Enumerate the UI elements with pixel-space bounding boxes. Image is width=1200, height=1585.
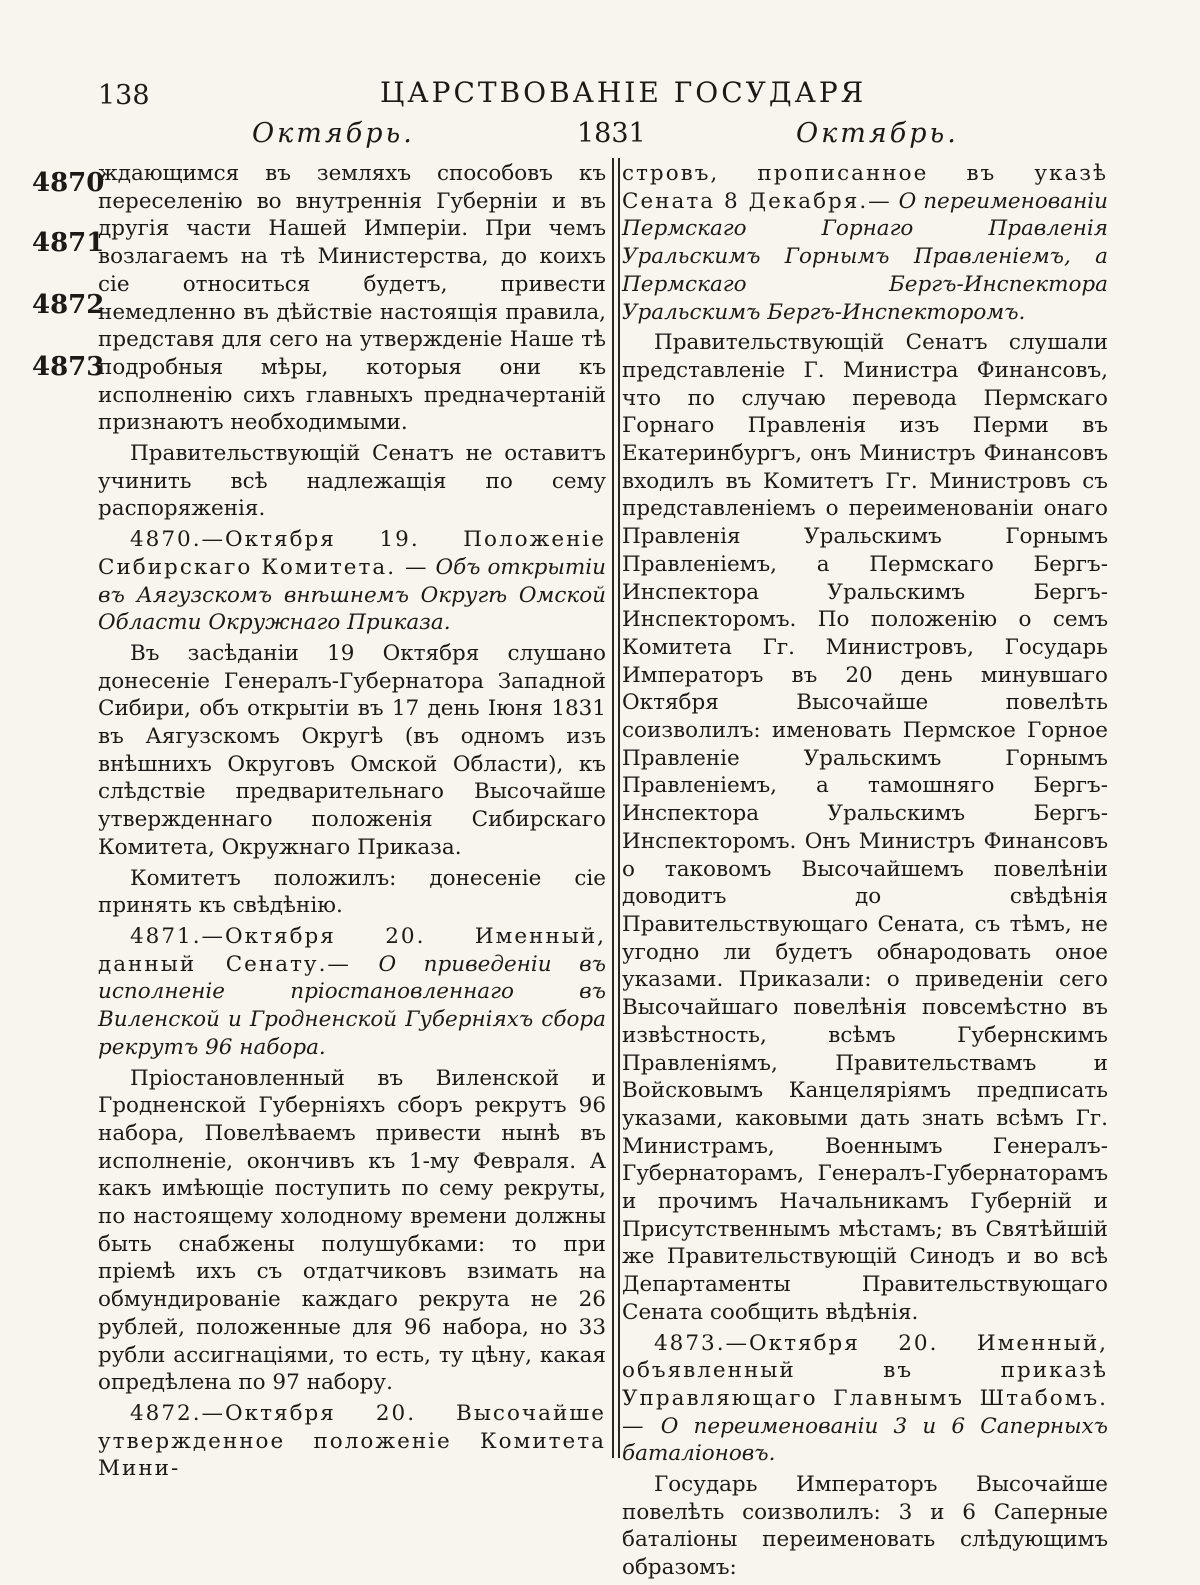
paragraph: Въ засѣданiи 19 Октября слушано донесенiе Генералъ-Губернатора Западной Сибири, объ открытiи въ 17 день Iюня 1831 въ Аягузскомъ Округѣ (въ одномъ изъ внѣшнихъ Округовъ Омской Области), къ слѣдствiе предварительнаго Высочайше утвержденнаго положенiя Сибирскаго Комитета, Окружнаго Приказа. — [98, 640, 606, 860]
paragraph: Правительствующiй Сенатъ слушали представленiе Г. Министра Финансовъ, что по случаю перевода Пермскаго Горнаго Правленiя изъ Перми въ Екатеринбургъ, онъ Министръ Финансовъ входилъ въ Комитетъ Гг. Министровъ съ представленiемъ о переименованiи онаго Правленiя Уральскимъ Горнымъ Правленiемъ, а Пермскаго Бергъ-Инспектора Уральскимъ Бергъ-Инспекторомъ. По положенiю о семъ Комитета Гг. Министровъ, Государь Императоръ въ 20 день минувшаго Октября Высочайше повелѣть соизволилъ: именовать Пермское Горное Правленiе Уральскимъ Горнымъ Правленiемъ, а тамошняго Бергъ-Инспектора Уральскимъ Бергъ-Инспекторомъ. Онъ Министръ Финансовъ о таковомъ Высочайшемъ повелѣнiи доводитъ до свѣдѣнiя Правительствующаго Сената, съ тѣмъ, не угодно ли будетъ обнародовать оное указами. Приказали: о приведенiи сего Высочайшаго повелѣнiя повсемѣстно въ извѣстность, всѣмъ Губернскимъ Правленiямъ, Правительствамъ и Войсковымъ Канцелярiямъ предписать указами, каковыми дать знать всѣмъ Гг. Министрамъ, Военнымъ Генералъ-Губернаторамъ, Генералъ-Губернаторамъ и прочимъ Начальникамъ Губернiй и Присутственнымъ мѣстамъ; въ Святѣйшiй же Правительствующiй Синодъ и во всѣ Департаменты Правительствующаго Сената сообщить вѣдѣнiя. — [622, 330, 1108, 1325]
margin-number: 4870 — [32, 168, 105, 198]
paragraph: Комитетъ положилъ: донесенiе сiе принять къ свѣдѣнiю. — [98, 865, 606, 919]
entry-heading: 4872.—Октября 20. Высочайше утвержденное положенiе Комитета Мини- — [98, 1400, 606, 1482]
entry-heading: 4871.—Октября 20. Именный, данный Сенату.— О приведенiи въ исполненiе прiостановленнаго въ Виленской и Гродненской Губернiяхъ сбора рекрутъ 96 набора. — [98, 923, 606, 1060]
column-divider — [612, 158, 614, 1458]
page-number: 138 — [98, 80, 150, 111]
left-column — [98, 160, 606, 1486]
paragraph: Прiостановленный въ Виленской и Гродненской Губернiяхъ сборъ рекрутъ 96 набора, Повелѣваемъ привести нынѣ въ исполненiе, окончивъ къ 1-му Февраля. А какъ имѣющiе поступить по сему рекруты, по настоящему холодному времени должны быть снабжены полушубками: то при прiемѣ ихъ съ отдатчиковъ взимать на обмундированiе каждаго рекрута не 26 рублей, положенные для 96 набора, но 33 рубли ассигнацiями, то есть, ту цѣну, какая опредѣлена по 97 набору. — [98, 1065, 606, 1396]
entry-heading: стровъ, прописанное въ указѣ Сената 8 Декабря.— О переименованiи Пермскаго Горнаго Правленiя Уральскимъ Горнымъ Правленiемъ, а Пермскаго Бергъ-Инспектора Уральскимъ Бергъ-Инспекторомъ. — [622, 161, 1108, 325]
margin-number: 4871 — [32, 228, 105, 258]
running-title: ЦАРСТВОВАНIЕ ГОСУДАРЯ — [380, 76, 867, 109]
margin-number: 4872 — [32, 290, 105, 320]
year-heading: 1831 — [577, 118, 646, 149]
right-month-heading: Октябрь. — [796, 118, 959, 149]
right-column — [622, 160, 1108, 1585]
entry-heading: 4873.—Октября 20. Именный, объявленный въ приказѣ Управляющаго Главнымъ Штабомъ.— О переименованiи 3 и 6 Саперныхъ баталiоновъ. — [622, 1330, 1108, 1467]
paragraph: Правительствующiй Сенатъ не оставитъ учинить всѣ надлежащiя по сему распоряженiя. — [98, 441, 606, 522]
paragraph: ждающимся въ земляхъ способовъ къ переселенiю во внутреннiя Губернiи и въ другiя части Нашей Имперiи. При чемъ возлагаемъ на тѣ Министерства, до коихъ сiе относиться будетъ, привести немедленно въ дѣйствiе настоящiя правила, представя для сего на утвержденiе Наше тѣ подробныя мѣры, которыя они къ исполненiю сихъ главныхъ предначертанiй признаютъ необходимыми. — [98, 161, 606, 436]
entry-heading: 4870.—Октября 19. Положенiе Сибирскаго Комитета. — Объ открытiи въ Аягузскомъ внѣшнемъ Округѣ Омской Области Окружнаго Приказа. — [98, 527, 607, 636]
left-month-heading: Октябрь. — [252, 118, 415, 149]
column-divider — [618, 158, 620, 1458]
paragraph: Государь Императоръ Высочайше повелѣть соизволилъ: 3 и 6 Саперные баталiоны переименовать слѣдующимъ образомъ: — [622, 1472, 1108, 1581]
margin-number: 4873 — [32, 352, 105, 382]
